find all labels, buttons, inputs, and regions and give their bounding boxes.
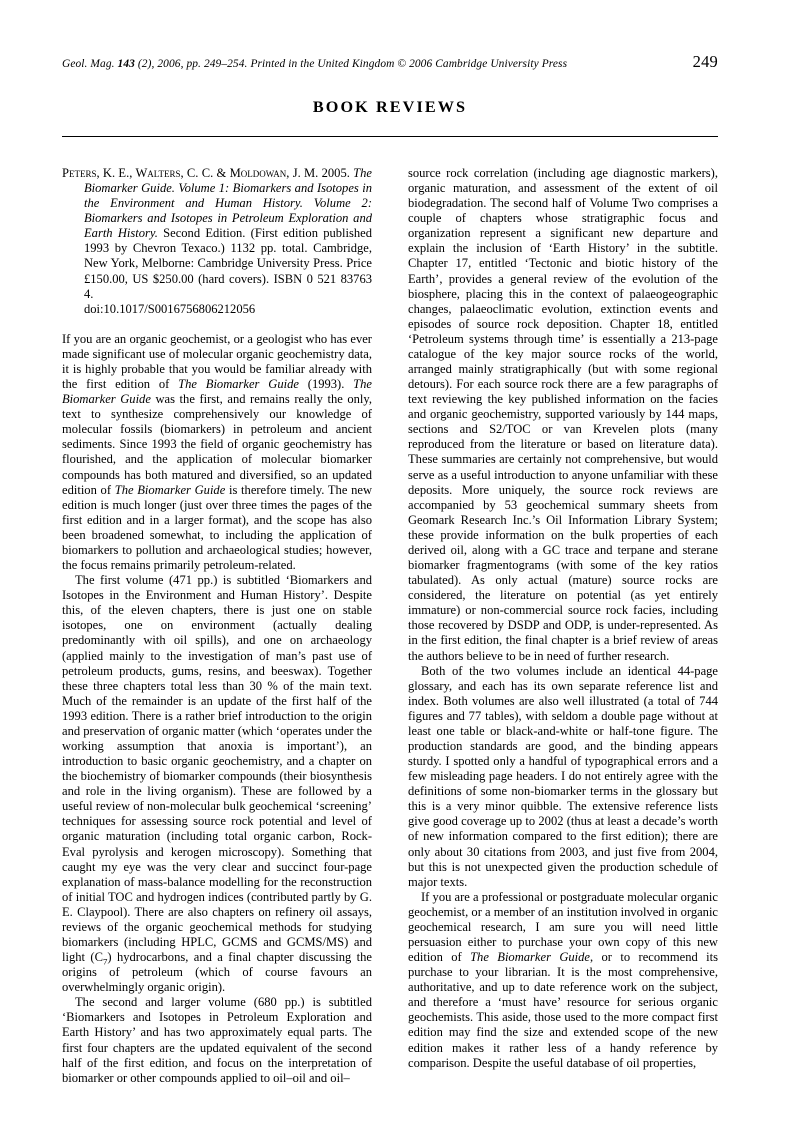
book-citation xyxy=(62,166,372,317)
text-run: Both of the two volumes include an identical 44-page glossary, and each has its own separate reference list and index. Both volumes are also well illustrated (a total of 744 figures and 77 tables), with seldom a double page without at least one table or black-and-white or half-tone figure. The production standards are good, and the binding appears sturdy. I spotted only a handful of typographical errors and a few misleading page headers. I do not entirely agree with the definitions of some non-biomarker terms in the glossary but this is a very minor quibble. The extensive reference lists give good coverage up to 2002 (thus at least a decade’s worth of new information compared to the first edition); there are only about 30 citations from 2003, and just five from 2004, but this is not unexpected given the production schedule of major texts. xyxy=(408,663,718,889)
imprint-line: Printed in the United Kingdom © 2006 Cambridge University Press xyxy=(250,58,568,70)
text-run: The first volume (471 pp.) is subtitled ‘Biomarkers and Isotopes in the Environment and Human History’. Despite this, of the eleven chapters, there is just one on stable isotopes, one on environment (actually dealing predominantly with oil spills), and one on archaeology (applied mainly to the investigation of man’s past use of petroleum products, gums, resins, and beeswax). Together these three chapters total less than 30 % of the main text. Much of the remainder is an update of the first half of the 1993 edition. There is a rather brief introduction to the origin and preservation of organic matter (which ‘operates under the working assumption that anoxia is important’), an introduction to basic organic geochemistry, and a chapter on the biochemistry of biomarker compounds (their biosynthesis and role in the living organism). These are followed by a useful review of non-molecular bulk geochemical ‘screening’ techniques for assessing source rock potential and level of organic maturation (including total organic carbon, Rock-Eval pyrolysis and kerogen microscopy). Something that caught my eye was the very clear and succinct four-page explanation of mass-balance modelling for the reconstruction of initial TOC and hydrogen indices (contributed partly by G. E. Claypool). There are also chapters on refinery oil assays, reviews of the organic geochemical methods for studying biomarkers (including HPLC, GCMS and GCMS/MS) and light (C xyxy=(62,573,372,965)
italic-book-title: The Biomarker Guide xyxy=(470,950,590,965)
body-paragraph xyxy=(62,995,372,1085)
text-run: is therefore timely. The new edition is much longer (just over three times the pages of the first edition and in a larger format), and the scope has also been broadened somewhat, to including the application of biomarkers to pollution and archaeological studies; however, the focus remains primarily petroleum-related. xyxy=(62,482,373,573)
citation-imprint: Second Edition. (First edition published 1993 by Chevron Texaco.) 1132 pp. total. Cambridge, New York, Melborne: Cambridge University Press. Price £150.00, US $250.00 (hard covers). ISBN 0 521 83763 4. xyxy=(84,226,372,301)
citation-title-volume-2: Volume 2: Biomarkers and Isotopes in Petroleum Exploration and Earth History. xyxy=(84,196,372,241)
italic-book-title: The Biomarker Guide xyxy=(178,377,299,392)
text-run: (1993). xyxy=(298,377,354,392)
year: 2006 xyxy=(157,58,181,70)
journal-page xyxy=(62,0,718,1133)
page-title: BOOK REVIEWS xyxy=(312,98,468,116)
running-head-citation xyxy=(62,58,567,70)
text-run: source rock correlation (including age diagnostic markers), organic maturation, and assessment of the extent of oil biodegradation. The second half of Volume Two comprises a couple of chapters whose stratigraphic focus and organization represent a significant new departure and explain the inclusion of ‘Earth History’ in the subtitle. Chapter 17, entitled ‘Tectonic and biotic history of the Earth’, provides a general review of the evolution of the biosphere, placing this in the context of palaeogeographic changes, palaeoclimatic evolution, extinction events and episodes of source rock deposition. Chapter 18, entitled ‘Petroleum systems through time’ is essentially a 213-page catalogue of the key major source rocks of the world, arranged mainly stratigraphically (but with some regional detours). For each source rock there are a few paragraphs of text reviewing the key published information on the facies and organic geochemistry, supported variously by 144 maps, sections and S2/TOC or van Krevelen plots (many reproduced from the literature or based on literature data). These summaries are certainly not comprehensive, but would serve as a useful introduction to anyone unfamiliar with these deposits. More uniquely, the source rock reviews are accompanied by 53 geochemical summary sheets from Geomark Research Inc.’s Oil Information Library System; these provide information on the bulk properties of each derived oil, along with a GC trace and terpane and sterane biomarker fragmentograms (with some of the key ratios tabulated). As only actual (mature) source rocks are considered, the literature on potential (as yet entirely immature) or non-commercial source rock facies, including those recovered by DSDP and ODP, is under-represented. As in the first edition, the final chapter is a brief review of areas the authors believe to be in need of further research. xyxy=(408,166,718,663)
italic-book-title: The Biomarker Guide xyxy=(62,377,372,407)
text-run: The second and larger volume (680 pp.) is subtitled ‘Biomarkers and Isotopes in Petroleum Exploration and Earth History’ and has two approximately equal parts. The first four chapters are the updated equivalent of the second half of the first edition, and focus on the interpretation of biomarker or other compounds applied to oil–oil and oil– xyxy=(62,995,372,1085)
text-run: If you are a professional or postgraduate molecular organic geochemist, or a member of an institution involved in organic geochemical research, I am sure you will need little persuasion either to purchase your own copy of this new edition of xyxy=(408,889,718,965)
comma-sep: , xyxy=(151,58,155,70)
body-paragraph xyxy=(62,332,372,573)
volume-number: 143 xyxy=(117,58,135,70)
citation-authors: Peters, K. E., Walters, C. C. & Moldowan, J. M. xyxy=(62,166,319,180)
body-paragraph xyxy=(408,664,718,890)
body-paragraph xyxy=(408,890,718,1071)
comma-sep-2: , xyxy=(180,58,184,70)
page-number: 249 xyxy=(692,52,718,71)
text-run: was the first, and remains really the only, text to synthesize comprehensively our knowledge of molecular fossils (biomarkers) in petroleum and ancient sediments. Since 1993 the field of organic geochemistry has flourished, and the application of molecular biomarker compounds has both matured and diversified, so an updated edition of xyxy=(62,392,372,497)
citation-title-volume-1: The Biomarker Guide. Volume 1: Biomarkers and Isotopes in the Environment and Human History. xyxy=(84,166,372,211)
text-run: , or to recommend its purchase to your librarian. It is the most comprehensive, authoritative, and up to date reference work on the subject, and therefore a ‘must have’ resource for serious organic geochemists. This aside, those used to the more compact first edition may find the size and extended scope of the new edition makes it rather less of a handy reference by comparison. Despite the useful database of oil properties, xyxy=(408,950,718,1070)
page-range: pp. 249–254. xyxy=(186,58,248,70)
italic-book-title: The Biomarker Guide xyxy=(114,482,226,497)
right-column-paragraphs xyxy=(408,166,718,1071)
left-column-paragraphs xyxy=(62,332,372,1086)
subscript: 7 xyxy=(102,956,108,967)
citation-year: 2005. xyxy=(321,166,350,180)
issue-number: (2) xyxy=(137,58,152,70)
journal-name: Geol. Mag. xyxy=(62,58,115,70)
body-paragraph xyxy=(408,166,718,664)
running-head xyxy=(62,52,718,72)
column-left xyxy=(62,166,372,1086)
column-right xyxy=(408,166,718,1086)
body-paragraph xyxy=(62,573,372,995)
citation-doi: doi:10.1017/S0016756806212056 xyxy=(84,301,256,316)
header-divider xyxy=(62,136,718,137)
body-columns xyxy=(62,166,718,1086)
text-run: ) hydrocarbons, and a final chapter discussing the origins of petroleum (which of course favours an overwhelmingly organic origin). xyxy=(62,950,372,995)
paragraph-spacer xyxy=(62,317,372,332)
text-run: If you are an organic geochemist, or a geologist who has ever made significant use of molecular organic geochemistry data, it is highly probable that you would be familiar already with the first edition of xyxy=(62,331,372,392)
